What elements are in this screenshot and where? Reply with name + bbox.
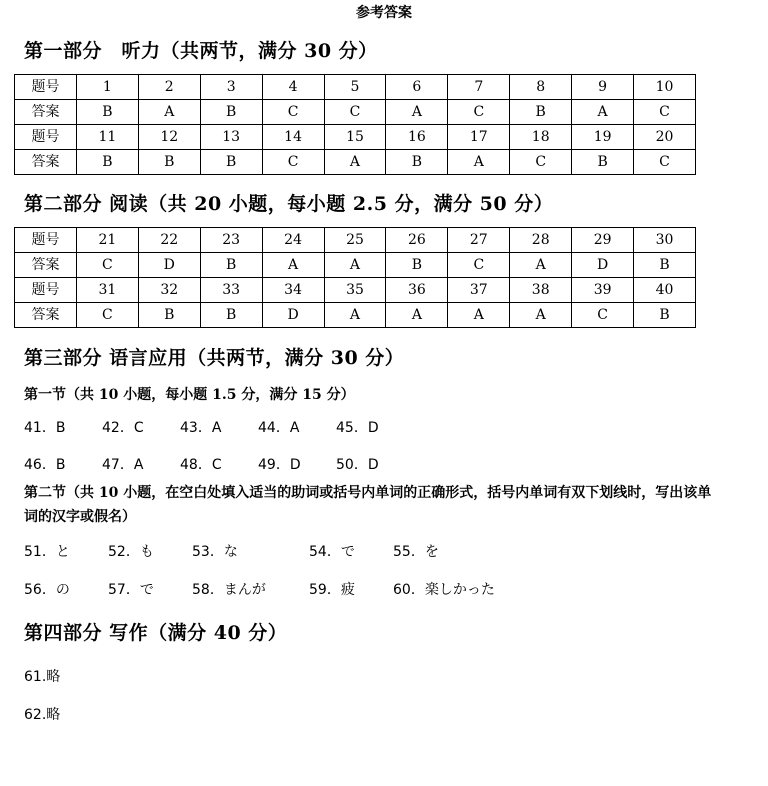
answer-item: 49．D: [258, 457, 301, 473]
question-number: 19: [572, 125, 634, 150]
answer-item: 52．も: [108, 544, 154, 560]
question-number: 11: [76, 125, 138, 150]
answer-cell: B: [76, 150, 138, 175]
question-number: 5: [324, 75, 386, 100]
answer-item: 44．A: [258, 420, 300, 436]
answer-label: 答案: [15, 150, 77, 175]
question-number-row: [15, 125, 696, 150]
answer-item: 53．な: [192, 544, 238, 560]
question-number: 38: [510, 278, 572, 303]
question-number: 39: [572, 278, 634, 303]
answer-cell: A: [510, 253, 572, 278]
answer-cell: A: [510, 303, 572, 328]
answer-cell: A: [138, 100, 200, 125]
writing-answer-61: 61.略: [24, 669, 61, 685]
answer-item: 42．C: [102, 420, 144, 436]
question-number: 4: [262, 75, 324, 100]
question-number: 13: [200, 125, 262, 150]
question-number: 14: [262, 125, 324, 150]
question-number: 18: [510, 125, 572, 150]
answer-cell: B: [386, 150, 448, 175]
answer-item: 59．疲: [309, 582, 355, 598]
question-number: 36: [386, 278, 448, 303]
question-number: 32: [138, 278, 200, 303]
question-number: 1: [76, 75, 138, 100]
answer-cell: C: [76, 303, 138, 328]
question-number: 6: [386, 75, 448, 100]
page-title: 参考答案: [356, 5, 412, 21]
answer-item: 60．楽しかった: [393, 582, 495, 598]
question-number: 17: [448, 125, 510, 150]
answer-cell: A: [262, 253, 324, 278]
answer-item: 47．A: [102, 457, 144, 473]
question-number: 22: [138, 228, 200, 253]
answer-cell: B: [200, 100, 262, 125]
part1-heading: 第一部分 听力（共两节，满分 30 分）: [24, 40, 378, 62]
question-number: 12: [138, 125, 200, 150]
question-number: 37: [448, 278, 510, 303]
answer-cell: C: [448, 253, 510, 278]
answer-cell: B: [510, 100, 572, 125]
question-number-label: 题号: [15, 75, 77, 100]
question-number: 10: [634, 75, 696, 100]
answer-cell: D: [138, 253, 200, 278]
answer-cell: B: [138, 303, 200, 328]
answer-label: 答案: [15, 100, 77, 125]
question-number: 25: [324, 228, 386, 253]
part2-answer-table: [14, 227, 696, 328]
question-number: 15: [324, 125, 386, 150]
answer-item: 45．D: [336, 420, 379, 436]
writing-answer-62: 62.略: [24, 707, 61, 723]
question-number: 21: [76, 228, 138, 253]
answer-label: 答案: [15, 253, 77, 278]
answer-item: 41．B: [24, 420, 66, 436]
question-number: 3: [200, 75, 262, 100]
answer-cell: A: [448, 303, 510, 328]
question-number-label: 题号: [15, 125, 77, 150]
answer-cell: A: [448, 150, 510, 175]
question-number: 9: [572, 75, 634, 100]
question-number: 40: [634, 278, 696, 303]
answer-cell: A: [386, 100, 448, 125]
answer-cell: C: [634, 100, 696, 125]
answer-item: 51．と: [24, 544, 70, 560]
part3-heading: 第三部分 语言应用（共两节，满分 30 分）: [24, 347, 405, 369]
answer-cell: A: [386, 303, 448, 328]
question-number: 26: [386, 228, 448, 253]
question-number-row: [15, 278, 696, 303]
question-number-label: 题号: [15, 228, 77, 253]
answer-cell: C: [572, 303, 634, 328]
part3-section1-heading: 第一节（共 10 小题，每小题 1.5 分，满分 15 分）: [24, 387, 355, 403]
answer-item: 58．まんが: [192, 582, 266, 598]
answer-cell: C: [634, 150, 696, 175]
answer-cell: A: [572, 100, 634, 125]
answer-row: [15, 253, 696, 278]
question-number: 8: [510, 75, 572, 100]
answer-cell: B: [386, 253, 448, 278]
question-number: 29: [572, 228, 634, 253]
question-number: 33: [200, 278, 262, 303]
part3-section2-heading: 第二节（共 10 小题，在空白处填入适当的助词或括号内单词的正确形式，括号内单词有双下划线时，写出该单词的汉字或假名）: [24, 485, 712, 525]
question-number: 28: [510, 228, 572, 253]
question-number: 16: [386, 125, 448, 150]
answer-cell: D: [572, 253, 634, 278]
question-number-label: 题号: [15, 278, 77, 303]
question-number-row: [15, 75, 696, 100]
answer-item: 48．C: [180, 457, 222, 473]
question-number: 2: [138, 75, 200, 100]
answer-cell: A: [324, 150, 386, 175]
answer-cell: B: [200, 253, 262, 278]
answer-item: 55．を: [393, 544, 439, 560]
answer-item: 46．B: [24, 457, 66, 473]
answer-cell: C: [262, 150, 324, 175]
answer-cell: B: [200, 303, 262, 328]
answer-cell: C: [324, 100, 386, 125]
answer-label: 答案: [15, 303, 77, 328]
question-number: 23: [200, 228, 262, 253]
part2-heading: 第二部分 阅读（共 20 小题，每小题 2.5 分，满分 50 分）: [24, 193, 554, 215]
question-number: 31: [76, 278, 138, 303]
question-number: 20: [634, 125, 696, 150]
answer-item: 50．D: [336, 457, 379, 473]
answer-cell: C: [262, 100, 324, 125]
question-number: 34: [262, 278, 324, 303]
answer-cell: B: [634, 253, 696, 278]
answer-cell: B: [572, 150, 634, 175]
part4-heading: 第四部分 写作（满分 40 分）: [24, 622, 288, 644]
question-number: 30: [634, 228, 696, 253]
answer-item: 56．の: [24, 582, 70, 598]
answer-cell: B: [200, 150, 262, 175]
answer-cell: C: [510, 150, 572, 175]
answer-cell: B: [138, 150, 200, 175]
answer-item: 54．で: [309, 544, 355, 560]
part1-answer-table: [14, 74, 696, 175]
answer-item: 57．で: [108, 582, 154, 598]
question-number: 35: [324, 278, 386, 303]
answer-cell: B: [76, 100, 138, 125]
question-number: 27: [448, 228, 510, 253]
answer-row: [15, 150, 696, 175]
answer-cell: D: [262, 303, 324, 328]
question-number: 7: [448, 75, 510, 100]
answer-cell: B: [634, 303, 696, 328]
answer-cell: A: [324, 253, 386, 278]
answer-cell: C: [448, 100, 510, 125]
answer-row: [15, 100, 696, 125]
answer-item: 43．A: [180, 420, 222, 436]
answer-cell: A: [324, 303, 386, 328]
question-number-row: [15, 228, 696, 253]
answer-cell: C: [76, 253, 138, 278]
answer-row: [15, 303, 696, 328]
question-number: 24: [262, 228, 324, 253]
